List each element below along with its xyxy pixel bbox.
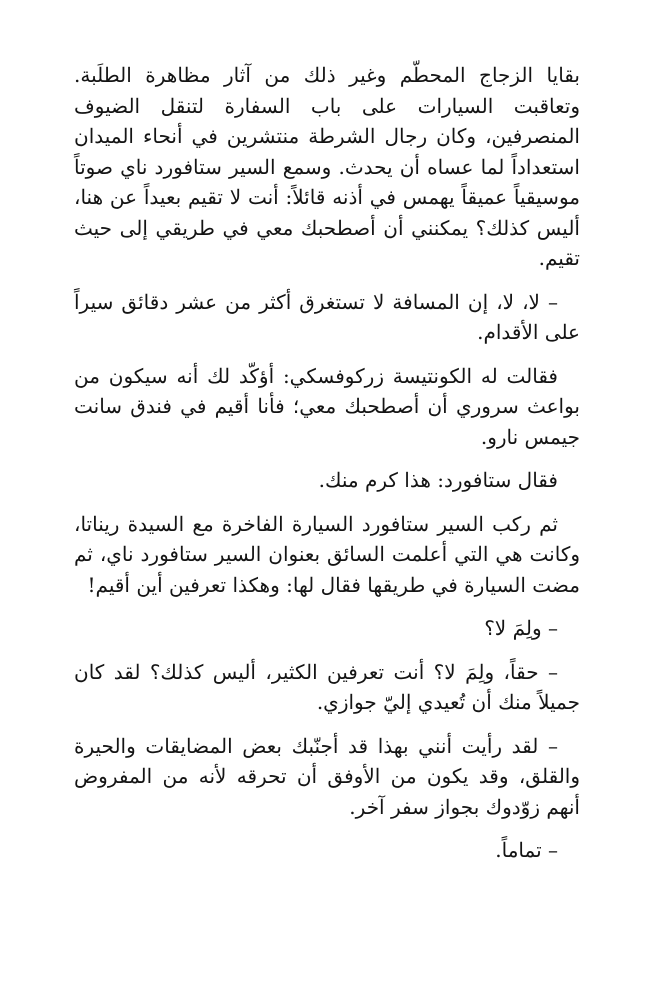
paragraph-4: فقال ستافورد: هذا كرم منك. (318, 468, 558, 492)
paragraph-3: فقالت له الكونتيسة زركوفسكي: أؤكّد لك أنه سيكون من بواعث سروري أن أصطحبك معي؛ فأنا أقيم في فندق سانت جيمس نارو. (74, 363, 581, 449)
paragraph-8: – لقد رأيت أنني بهذا قد أجنّبك بعض المضايقات والحيرة والقلق، وقد يكون من الأوفق أن تحرقه لأنه من المفروض أنهم زوّدوك بجواز سفر آخر. (74, 733, 580, 819)
paragraph-2: – لا، لا، إن المسافة لا تستغرق أكثر من عشر دقائق سيراً على الأقدام. (74, 289, 580, 344)
paragraph-7: – حقاً، ولِمَ لا؟ أنت تعرفين الكثير، أليس كذلك؟ لقد كان جميلاً منك أن تُعيدي إليّ جوازي. (74, 659, 580, 714)
paragraph-9: – تماماً. (495, 838, 558, 862)
paragraph-1: بقايا الزجاج المحطّم وغير ذلك من آثار مظاهرة الطلَبة. وتعاقبت السيارات على باب السفارة لتنقل الضيوف المنصرفين، وكان رجال الشرطة منتشرين في أنحاء الميدان استعداداً لما عساه أن يحدث. وسمع السير ستافورد ناي صوتاً موسيقياً عميقاً يهمس في أذنه قائلاً: أنت لا تقيم بعيداً عن هنا، أليس كذلك؟ يمكنني أن أصطحبك معي في طريقي إلى حيث تقيم. (74, 63, 580, 270)
paragraph-6: – ولِمَ لا؟ (484, 616, 558, 640)
book-page (74, 60, 580, 879)
paragraph-5: ثم ركب السير ستافورد السيارة الفاخرة مع السيدة ريناتا، وكانت هي التي أعلمت السائق بعنوان السير ستافورد ناي، ثم مضت السيارة في طريقها فقال لها: وهكذا تعرفين أين أقيم! (74, 511, 580, 597)
